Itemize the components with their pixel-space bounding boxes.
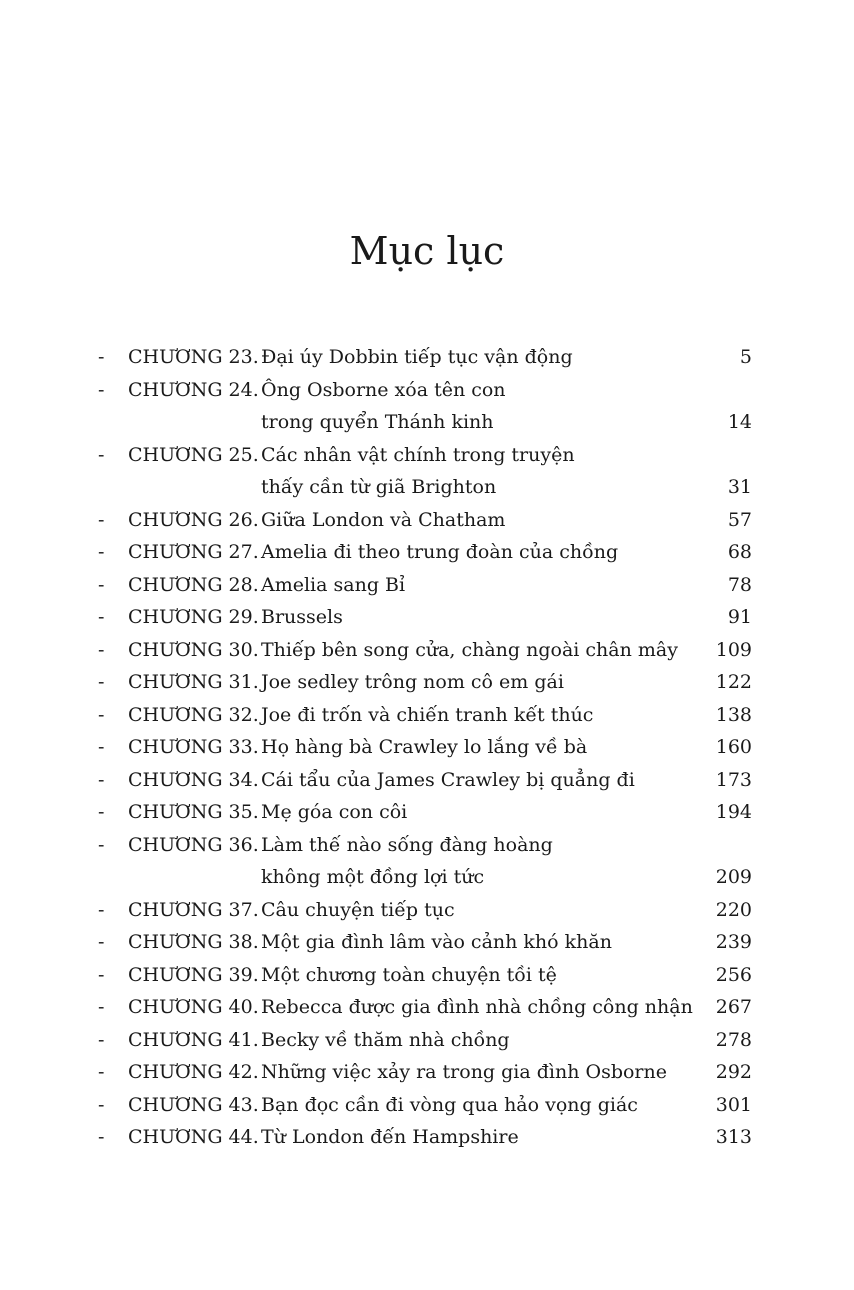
- chapter-number: CHƯƠNG 33.: [128, 736, 259, 758]
- chapter-title: Giữa London và Chatham: [261, 508, 506, 531]
- entry-dash: -: [98, 606, 105, 628]
- chapter-title: Cái tẩu của James Crawley bị quẳng đi: [261, 768, 635, 791]
- entry-dash: -: [98, 508, 105, 531]
- entry-dash: -: [98, 1093, 105, 1116]
- chapter-title: Brussels: [261, 606, 343, 628]
- toc-entry: [98, 601, 758, 634]
- chapter-title: Đại úy Dobbin tiếp tục vận động: [261, 346, 573, 368]
- chapter-number: CHƯƠNG 32.: [128, 703, 259, 726]
- chapter-number: CHƯƠNG 30.: [128, 638, 259, 661]
- chapter-title-continued: thấy cần từ giã Brighton: [261, 476, 497, 498]
- page-number: 256: [715, 963, 752, 986]
- chapter-title-continued: không một đồng lợi tức: [261, 866, 485, 888]
- toc-entry: [98, 1024, 758, 1057]
- chapter-number: CHƯƠNG 28.: [128, 573, 259, 596]
- page-number: 301: [715, 1093, 752, 1116]
- chapter-number: CHƯƠNG 24.: [128, 378, 259, 401]
- entry-dash: -: [98, 703, 105, 726]
- entry-dash: -: [98, 573, 105, 596]
- toc-entry: [98, 991, 758, 1024]
- chapter-title: Họ hàng bà Crawley lo lắng về bà: [261, 736, 588, 758]
- chapter-title: Rebecca được gia đình nhà chồng công nhận: [261, 996, 693, 1018]
- entry-dash: -: [98, 378, 105, 401]
- page-number: 5: [739, 346, 752, 368]
- page-number: 138: [715, 703, 752, 726]
- chapter-title: Những việc xảy ra trong gia đình Osborne: [261, 1061, 667, 1083]
- toc-entry: [98, 374, 758, 439]
- chapter-number: CHƯƠNG 27.: [128, 541, 259, 563]
- page-number: 68: [727, 541, 752, 563]
- entry-dash: -: [98, 801, 105, 823]
- page-number: 313: [715, 1126, 752, 1148]
- chapter-title: Mẹ góa con côi: [261, 801, 408, 823]
- toc-entry: [98, 666, 758, 699]
- page-number: 122: [715, 671, 752, 693]
- chapter-number: CHƯƠNG 29.: [128, 606, 259, 628]
- chapter-title: Joe đi trốn và chiến tranh kết thúc: [261, 703, 594, 726]
- chapter-title: Từ London đến Hampshire: [261, 1126, 519, 1148]
- toc-entry: [98, 731, 758, 764]
- chapter-title: Joe sedley trông nom cô em gái: [261, 671, 564, 693]
- chapter-title: Các nhân vật chính trong truyện: [261, 443, 575, 466]
- chapter-number: CHƯƠNG 34.: [128, 768, 259, 791]
- chapter-title: Câu chuyện tiếp tục: [261, 898, 455, 921]
- toc-entry: [98, 829, 758, 894]
- toc-entry: [98, 1089, 758, 1122]
- page-number: 267: [715, 996, 752, 1018]
- chapter-number: CHƯƠNG 43.: [128, 1093, 259, 1116]
- page-number: 292: [715, 1061, 752, 1083]
- toc-entry: [98, 699, 758, 732]
- page-number: 78: [727, 573, 752, 596]
- toc-entry: [98, 926, 758, 959]
- chapter-title: Ông Osborne xóa tên con: [261, 378, 506, 401]
- chapter-number: CHƯƠNG 44.: [128, 1126, 259, 1148]
- entry-dash: -: [98, 443, 105, 466]
- toc-entry: [98, 341, 758, 374]
- chapter-title: Amelia đi theo trung đoàn của chồng: [261, 541, 619, 563]
- page-title: Mục lục: [349, 229, 505, 273]
- page-number: 239: [715, 931, 752, 953]
- page-number: 31: [727, 476, 752, 498]
- page-number: 109: [715, 638, 752, 661]
- page-number: 173: [715, 768, 752, 791]
- toc-entry: [98, 894, 758, 927]
- chapter-number: CHƯƠNG 36.: [128, 833, 259, 856]
- chapter-title: Làm thế nào sống đàng hoàng: [261, 833, 553, 856]
- entry-dash: -: [98, 541, 105, 563]
- entry-dash: -: [98, 346, 105, 368]
- page-number: 57: [727, 508, 752, 531]
- page-number: 14: [727, 411, 752, 433]
- entry-dash: -: [98, 931, 105, 953]
- chapter-title: Thiếp bên song cửa, chàng ngoài chân mây: [261, 638, 678, 661]
- entry-dash: -: [98, 1028, 105, 1051]
- page-number: 91: [727, 606, 752, 628]
- entry-dash: -: [98, 996, 105, 1018]
- chapter-number: CHƯƠNG 39.: [128, 963, 259, 986]
- toc-entry: [98, 959, 758, 992]
- chapter-title-continued: trong quyển Thánh kinh: [261, 411, 494, 433]
- page-number: 209: [715, 866, 752, 888]
- entry-dash: -: [98, 671, 105, 693]
- page-number: 278: [715, 1028, 752, 1051]
- toc-entry: [98, 504, 758, 537]
- toc-entry: [98, 764, 758, 797]
- table-of-contents: [98, 341, 758, 1154]
- toc-entry: [98, 1056, 758, 1089]
- chapter-number: CHƯƠNG 23.: [128, 346, 259, 368]
- toc-entry: [98, 634, 758, 667]
- entry-dash: -: [98, 736, 105, 758]
- chapter-title: Becky về thăm nhà chồng: [261, 1028, 510, 1051]
- chapter-number: CHƯƠNG 37.: [128, 898, 259, 921]
- entry-dash: -: [98, 768, 105, 791]
- entry-dash: -: [98, 833, 105, 856]
- chapter-number: CHƯƠNG 31.: [128, 671, 259, 693]
- chapter-title: Bạn đọc cần đi vòng qua hảo vọng giác: [261, 1093, 638, 1116]
- chapter-title: Một gia đình lâm vào cảnh khó khăn: [261, 931, 612, 953]
- chapter-number: CHƯƠNG 35.: [128, 801, 259, 823]
- entry-dash: -: [98, 963, 105, 986]
- page-number: 220: [715, 898, 752, 921]
- chapter-number: CHƯƠNG 42.: [128, 1061, 259, 1083]
- entry-dash: -: [98, 898, 105, 921]
- entry-dash: -: [98, 1061, 105, 1083]
- toc-entry: [98, 796, 758, 829]
- chapter-number: CHƯƠNG 41.: [128, 1028, 259, 1051]
- toc-entry: [98, 536, 758, 569]
- entry-dash: -: [98, 1126, 105, 1148]
- chapter-title: Một chương toàn chuyện tồi tệ: [261, 963, 557, 986]
- entry-dash: -: [98, 638, 105, 661]
- page-number: 160: [715, 736, 752, 758]
- chapter-number: CHƯƠNG 25.: [128, 443, 259, 466]
- chapter-number: CHƯƠNG 26.: [128, 508, 259, 531]
- chapter-number: CHƯƠNG 40.: [128, 996, 259, 1018]
- toc-entry: [98, 1121, 758, 1154]
- toc-entry: [98, 439, 758, 504]
- page-number: 194: [715, 801, 752, 823]
- chapter-title: Amelia sang Bỉ: [261, 573, 406, 596]
- chapter-number: CHƯƠNG 38.: [128, 931, 259, 953]
- toc-entry: [98, 569, 758, 602]
